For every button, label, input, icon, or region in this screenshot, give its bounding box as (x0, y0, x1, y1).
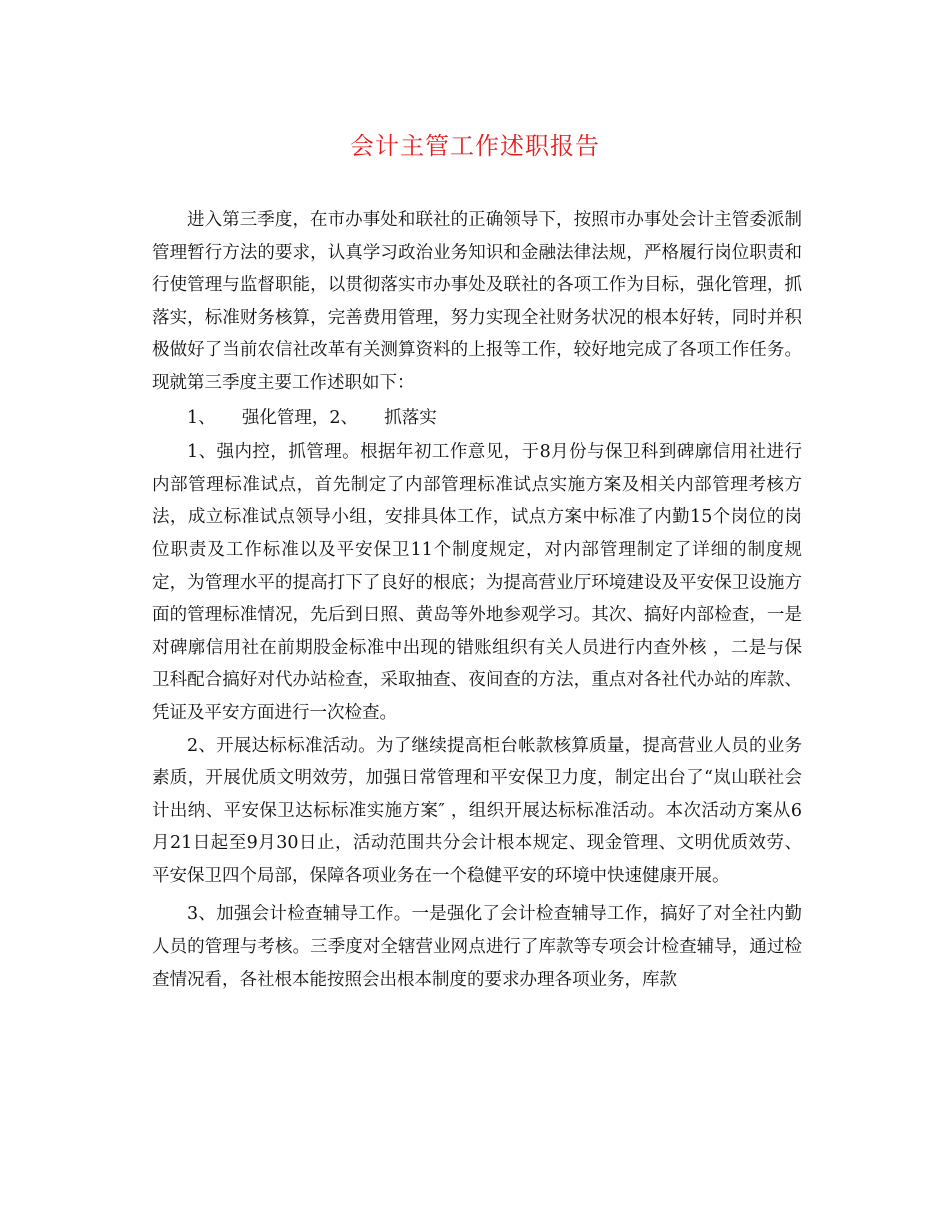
document-title: 会计主管工作述职报告 (350, 132, 600, 160)
paragraph-item-3: 3、加强会计检查辅导工作。一是强化了会计检查辅导工作，搞好了对全社内勤人员的管理与考核。三季度对全辖营业网点进行了库款等专项会计检查辅导，通过检查情况看，各社根本能按照会出根本制度的要求办理各项业务，库款 (152, 904, 802, 990)
paragraph-intro: 进入第三季度，在市办事处和联社的正确领导下，按照市办事处会计主管委派制管理暂行方法的要求，认真学习政治业务知识和金融法律法规，严格履行岗位职责和行使管理与监督职能，以贯彻落实市办事处及联社的各项工作为目标，强化管理，抓落实，标准财务核算，完善费用管理，努力实现全社财务状况的根本好转，同时并积极做好了当前农信社改革有关测算资料的上报等工作，较好地完成了各项工作任务。现就第三季度主要工作述职如下： (152, 210, 802, 393)
paragraph-section-heading: 1、 强化管理，2、 抓落实 (187, 407, 437, 428)
document-body (152, 204, 802, 996)
paragraph-item-2: 2、开展达标标准活动。为了继续提高柜台帐款核算质量，提高营业人员的业务素质，开展优质文明效劳，加强日常管理和平安保卫力度，制定出台了“岚山联社会计出纳、平安保卫达标标准实施方案″ ，组织开展达标标准活动。本次活动方案从6月21日起至9月30日止，活动范围共分会计根本规定、现金管理、文明优质效劳、平安保卫四个局部，保障各项业务在一个稳健平安的环境中快速健康开展。 (152, 735, 802, 886)
paragraph-item-1: 1、强内控，抓管理。根据年初工作意见，于8月份与保卫科到碑廓信用社进行内部管理标准试点，首先制定了内部管理标准试点实施方案及相关内部管理考核方法，成立标准试点领导小组，安排具体工作，试点方案中标准了内勤15个岗位的岗位职责及工作标准以及平安保卫11个制度规定，对内部管理制定了详细的制度规定，为管理水平的提高打下了良好的根底；为提高营业厅环境建设及平安保卫设施方面的管理标准情况，先后到日照、黄岛等外地参观学习。其次、搞好内部检查，一是对碑廓信用社在前期股金标准中出现的错账组织有关人员进行内查外核 ，二是与保卫科配合搞好对代办站检查，采取抽查、夜间查的方法，重点对各社代办站的库款、凭证及平安方面进行一次检查。 (152, 442, 802, 723)
